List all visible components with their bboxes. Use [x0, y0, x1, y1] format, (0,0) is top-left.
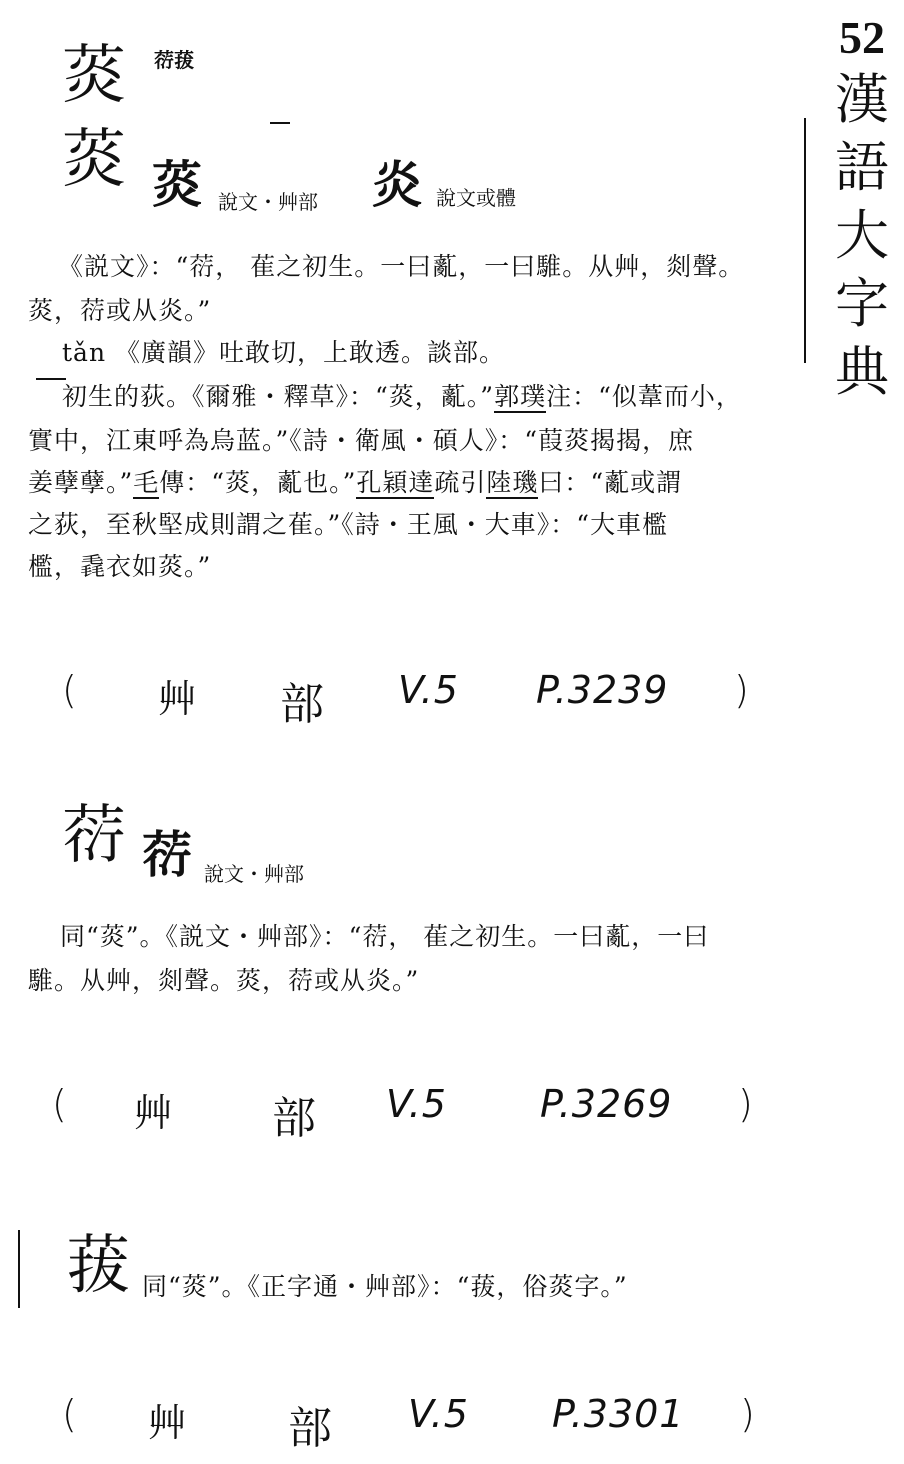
- note-volume: V.5: [408, 1392, 469, 1436]
- page-number: 52: [839, 12, 885, 63]
- margin-mark: [18, 1230, 20, 1308]
- title-char: 漢: [835, 68, 889, 131]
- cross-reference: 葕菝: [154, 48, 194, 72]
- shuowen-quote: 《説文》：“葕， 萑之初生。一曰薍，一曰騅。从艸，剡聲。: [58, 252, 745, 281]
- definition-line: [28, 468, 682, 498]
- definition-line: 之荻，至秋堅成則謂之萑。”《詩・王風・大車》：“大車檻: [28, 510, 669, 539]
- entry-head-char: 菝: [66, 1229, 130, 1303]
- note-close-paren: ): [740, 1392, 756, 1436]
- note-radical: 艸: [148, 1401, 188, 1445]
- note-close-paren: ): [734, 668, 750, 712]
- person-name: 陸璣: [486, 468, 539, 497]
- side-divider: [804, 118, 806, 363]
- seal-source-label: 說文・艸部: [218, 190, 318, 214]
- shuowen-quote-cont: 菼，葕或从炎。”: [28, 296, 212, 325]
- note-radical: 艸: [134, 1091, 174, 1135]
- note-open-paren: (: [62, 668, 78, 712]
- person-name: 毛: [133, 468, 160, 497]
- seal-source-label: 說文・艸部: [204, 862, 304, 886]
- seal-script-glyph: 炎: [372, 155, 422, 214]
- definition-text: 傳：“菼，薍也。”: [159, 468, 357, 497]
- title-char: 大: [835, 204, 889, 267]
- definition-text: 疏引: [434, 468, 487, 497]
- short-rule: [36, 378, 66, 380]
- handwritten-reference-note: [0, 668, 904, 728]
- note-bu: 部: [280, 679, 325, 730]
- note-open-paren: (: [52, 1082, 68, 1126]
- definition-line: 同“菼”。《正字通・艸部》：“菝，俗菼字。”: [142, 1272, 628, 1301]
- definition-line: 實中，江東呼為烏蓝。”《詩・衛風・碩人》：“葭菼揭揭，庶: [28, 426, 695, 455]
- title-char: 字: [835, 272, 889, 335]
- entry-head-char-variant: 菼: [62, 123, 126, 197]
- handwritten-reference-note: [0, 1392, 904, 1452]
- definition-line: 同“菼”。《説文・艸部》：“葕， 萑之初生。一曰薍，一曰: [60, 922, 710, 951]
- note-volume: V.5: [398, 668, 459, 712]
- note-bu: 部: [288, 1403, 333, 1454]
- seal-script-glyph: 葕: [142, 825, 192, 884]
- note-page: P.3239: [536, 668, 669, 712]
- note-radical: 艸: [158, 677, 198, 721]
- note-close-paren: ): [738, 1082, 754, 1126]
- note-bu: 部: [272, 1093, 317, 1144]
- pronunciation: tǎn 《廣韻》吐敢切，上敢透。談部。: [62, 338, 506, 367]
- note-page: P.3269: [540, 1082, 673, 1126]
- entry-head-char: 葕: [62, 799, 126, 873]
- note-volume: V.5: [386, 1082, 447, 1126]
- person-name: 孔穎達: [356, 468, 435, 497]
- definition-line: [62, 382, 742, 412]
- title-char: 語: [835, 136, 889, 199]
- note-page: P.3301: [552, 1392, 685, 1436]
- note-open-paren: (: [62, 1392, 78, 1436]
- seal-source-label: 說文或體: [436, 186, 516, 210]
- short-rule: [270, 122, 290, 124]
- definition-text: 曰：“薍或謂: [538, 468, 683, 497]
- definition-text: 注：“似葦而小，: [546, 382, 742, 411]
- side-title: [822, 10, 902, 406]
- definition-line: 騅。从艸，剡聲。菼，葕或从炎。”: [28, 966, 420, 995]
- handwritten-reference-note: [0, 1082, 904, 1142]
- title-char: 典: [835, 340, 889, 403]
- definition-line: 檻，毳衣如菼。”: [28, 552, 212, 581]
- person-name: 郭璞: [494, 382, 547, 411]
- seal-script-glyph: 菼: [152, 155, 202, 214]
- definition-text: 姜孽孽。”: [28, 468, 134, 497]
- entry-head-char: 菼: [62, 39, 126, 113]
- definition-text: 初生的荻。《爾雅・釋草》：“菼，薍。”: [62, 382, 495, 411]
